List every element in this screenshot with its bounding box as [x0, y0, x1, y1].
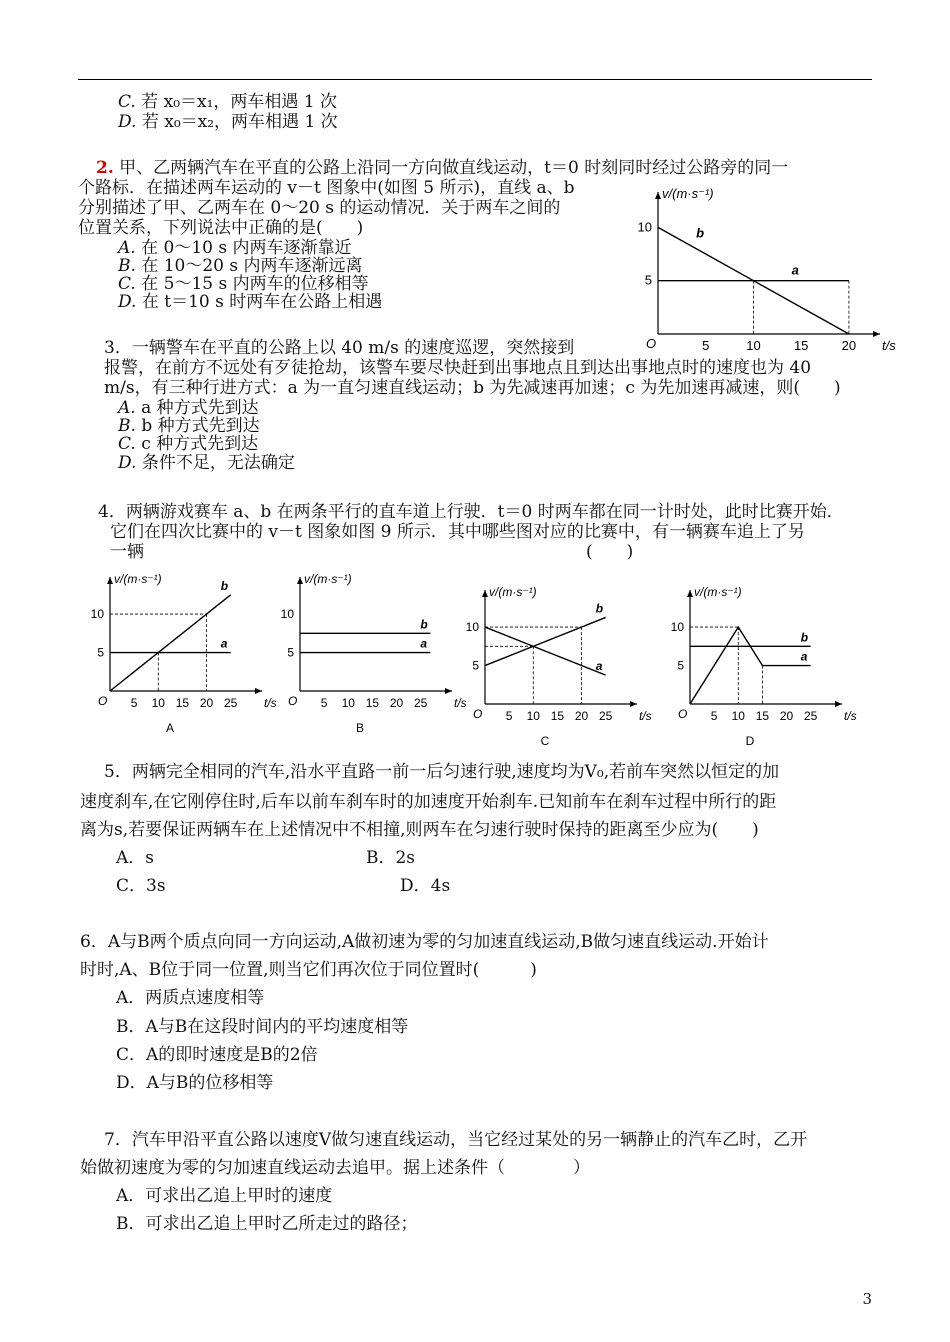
- figure-5-chart: [630, 178, 900, 358]
- figure-a-chart: [80, 565, 280, 740]
- x-tick-label: 10: [526, 709, 540, 723]
- q2-option-c: C. 在 5～15 s 内两车的位移相等: [118, 274, 369, 294]
- q2-option-b: B. 在 10～20 s 内两车逐渐远离: [118, 256, 363, 276]
- y-tick-label: 10: [637, 219, 652, 235]
- x-axis-label: t/s: [454, 696, 467, 710]
- y-axis-label: v/(m·s⁻¹): [662, 186, 714, 201]
- series-label-b: b: [420, 617, 428, 632]
- x-axis-arrow: [255, 688, 262, 694]
- q3-option-b: B. b 种方式先到达: [118, 416, 260, 436]
- y-tick-label: 5: [472, 658, 479, 673]
- q5-option-a: A．s: [116, 848, 155, 868]
- y-tick-label: 10: [90, 607, 104, 622]
- y-tick-label: 5: [677, 658, 684, 673]
- series-label-a: a: [800, 649, 808, 664]
- x-tick-label: 15: [175, 696, 190, 710]
- series-label-a: a: [420, 636, 428, 651]
- q2-line-4: 位置关系，下列说法中正确的是( ): [78, 218, 364, 238]
- y-axis-label: v/(m·s⁻¹): [489, 585, 537, 599]
- x-tick-label: 5: [702, 338, 710, 353]
- q5-line-2: 速度刹车,在它刚停住时,后车以前车刹车时的加速度开始刹车.已知前车在刹车过程中所行的距: [80, 792, 777, 812]
- q3-line-1: 3．一辆警车在平直的公路上以 40 m/s 的速度巡逻，突然接到: [104, 338, 575, 358]
- x-tick-label: 15: [793, 338, 809, 353]
- x-tick-label: 10: [731, 709, 745, 723]
- q2-line-2: 个路标．在描述两车运动的 v－t 图象中(如图 5 所示)，直线 a、b: [78, 178, 575, 198]
- series-line-b: [485, 617, 606, 665]
- q3-option-a: A. a 种方式先到达: [118, 398, 259, 418]
- x-tick-label: 20: [389, 696, 404, 710]
- series-line-a: [690, 627, 811, 704]
- q7-option-a: A．可求出乙追上甲时的速度: [116, 1186, 333, 1206]
- origin-label: O: [98, 694, 108, 708]
- header-rule: [78, 79, 872, 80]
- y-axis-arrow: [687, 590, 693, 597]
- x-tick-label: 25: [224, 696, 238, 710]
- figure-caption: A: [165, 721, 175, 735]
- x-tick-label: 20: [841, 338, 857, 353]
- x-tick-label: 5: [320, 696, 328, 710]
- figure-caption: B: [355, 721, 365, 735]
- q5-line-3: 离为s,若要保证两辆车在上述情况中不相撞,则两车在匀速行驶时保持的距离至少应为( ): [80, 820, 759, 840]
- x-tick-label: 5: [130, 696, 138, 710]
- q3-line-3: m/s，有三种行进方式：a 为一直匀速直线运动；b 为先减速再加速；c 为先加速再减速，则( ): [104, 378, 841, 398]
- figure-caption: C: [540, 734, 550, 748]
- y-axis-arrow: [297, 577, 303, 584]
- y-tick-label: 10: [670, 620, 684, 635]
- q5-option-d: D．4s: [400, 876, 451, 896]
- x-axis-arrow: [445, 688, 452, 694]
- q2-option-d: D. 在 t＝10 s 时两车在公路上相遇: [118, 292, 383, 312]
- origin-label: O: [678, 707, 688, 721]
- x-tick-label: 10: [341, 696, 355, 710]
- x-axis-arrow: [873, 331, 880, 337]
- figure-b-chart: [270, 565, 470, 740]
- x-tick-label: 15: [550, 709, 565, 723]
- q7-line-2: 始做初速度为零的匀加速直线运动去追甲。据上述条件（ ）: [80, 1158, 590, 1178]
- q6-option-a: A．两质点速度相等: [116, 988, 265, 1008]
- q6-line-1: 6．A与B两个质点向同一方向运动,A做初速为零的匀加速直线运动,B做匀速直线运动.开始计: [80, 932, 769, 952]
- q1-option-c: C. 若 x₀＝x₁，两车相遇 1 次: [118, 92, 338, 112]
- y-axis-label: v/(m·s⁻¹): [304, 572, 352, 586]
- x-tick-label: 20: [779, 709, 794, 723]
- figure-caption: D: [745, 734, 755, 748]
- figure-d-chart: [660, 578, 860, 753]
- series-label-a: a: [595, 659, 603, 674]
- x-tick-label: 5: [710, 709, 718, 723]
- q4-line-3: 一辆 ( ): [110, 542, 634, 562]
- origin-label: O: [288, 694, 298, 708]
- figure-c-chart: [455, 578, 655, 753]
- x-tick-label: 15: [365, 696, 380, 710]
- series-label-a: a: [220, 636, 228, 651]
- q4-line-2: 它们在四次比赛中的 v－t 图象如图 9 所示．其中哪些图对应的比赛中，有一辆赛车追上了另: [110, 522, 805, 542]
- series-label-b: b: [220, 578, 229, 593]
- x-tick-label: 20: [574, 709, 589, 723]
- page-number: 3: [862, 1290, 872, 1308]
- x-axis-arrow: [835, 701, 842, 707]
- series-label-b: b: [696, 225, 705, 241]
- q6-option-c: C．A的即时速度是B的2倍: [116, 1045, 318, 1065]
- x-tick-label: 25: [414, 696, 428, 710]
- q6-option-b: B．A与B在这段时间内的平均速度相等: [116, 1017, 409, 1037]
- q3-option-d: D. 条件不足，无法确定: [118, 453, 295, 473]
- q5-option-c: C．3s: [116, 876, 166, 896]
- x-tick-label: 20: [199, 696, 214, 710]
- y-tick-label: 5: [287, 645, 294, 660]
- series-label-b: b: [800, 630, 809, 645]
- q2-line-3: 分别描述了甲、乙两车在 0～20 s 的运动情况．关于两车之间的: [78, 198, 561, 218]
- y-axis-label: v/(m·s⁻¹): [694, 585, 742, 599]
- q7-option-b: B．可求出乙追上甲时乙所走过的路径；: [116, 1214, 418, 1234]
- x-axis-label: t/s: [844, 709, 857, 723]
- x-axis-label: t/s: [639, 709, 652, 723]
- y-axis-arrow: [107, 577, 113, 584]
- x-tick-label: 25: [804, 709, 818, 723]
- x-tick-label: 25: [599, 709, 613, 723]
- q3-option-c: C. c 种方式先到达: [118, 434, 259, 454]
- x-axis-label: t/s: [882, 338, 896, 353]
- q4-line-1: 4．两辆游戏赛车 a、b 在两条平行的直车道上行驶．t＝0 时两车都在同一计时处，此时比赛开始．: [98, 502, 844, 522]
- q5-option-b: B．2s: [366, 848, 416, 868]
- origin-label: O: [473, 707, 483, 721]
- y-tick-label: 5: [97, 645, 104, 660]
- y-tick-label: 10: [465, 620, 479, 635]
- series-label-b: b: [595, 601, 604, 616]
- q7-line-1: 7．汽车甲沿平直公路以速度V做匀速直线运动，当它经过某处的另一辆静止的汽车乙时，乙开: [104, 1130, 808, 1150]
- q2-line-1: 2. 甲、乙两辆汽车在平直的公路上沿同一方向做直线运动，t＝0 时刻同时经过公路旁的同一: [96, 158, 789, 178]
- y-tick-label: 5: [644, 272, 652, 288]
- q6-line-2: 时时,A、B位于同一位置,则当它们再次位于同位置时( ): [80, 960, 537, 980]
- x-tick-label: 15: [755, 709, 770, 723]
- q1-option-d: D. 若 x₀＝x₂，两车相遇 1 次: [118, 112, 338, 132]
- q2-number: 2.: [96, 158, 114, 178]
- q2-option-a: A. 在 0～10 s 内两车逐渐靠近: [118, 238, 352, 258]
- x-tick-label: 10: [746, 338, 761, 353]
- q5-line-1: 5．两辆完全相同的汽车,沿水平直路一前一后匀速行驶,速度均为V₀,若前车突然以恒定的加: [104, 762, 780, 782]
- y-axis-arrow: [482, 590, 488, 597]
- x-axis-arrow: [630, 701, 637, 707]
- y-axis-label: v/(m·s⁻¹): [114, 572, 162, 586]
- x-axis-label: t/s: [264, 696, 277, 710]
- origin-label: O: [646, 336, 657, 351]
- y-axis-arrow: [655, 192, 661, 199]
- x-tick-label: 10: [151, 696, 165, 710]
- x-tick-label: 5: [505, 709, 513, 723]
- y-tick-label: 10: [280, 607, 294, 622]
- series-line-a: [485, 627, 606, 675]
- series-label-a: a: [791, 262, 799, 278]
- series-line-b: [110, 595, 231, 691]
- q6-option-d: D．A与B的位移相等: [116, 1073, 274, 1093]
- q3-line-2: 报警，在前方不远处有歹徒抢劫，该警车要尽快赶到出事地点且到达出事地点时的速度也为 40: [104, 358, 812, 378]
